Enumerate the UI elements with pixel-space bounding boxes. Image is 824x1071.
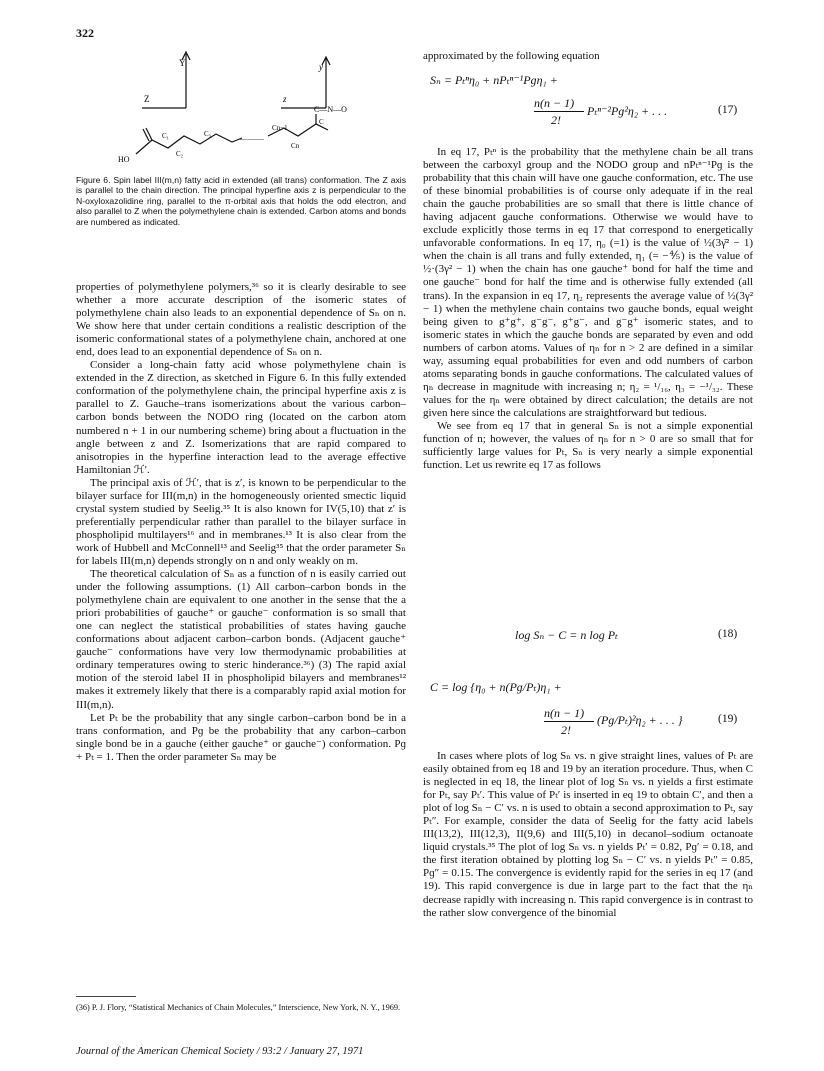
right-paragraph: In eq 17, Pₜⁿ is the probability that the methylene chain be all trans between the carboxyl group and the NODO group and nPₜⁿ⁻¹Pɡ is the probability that this chain will have one gauche conformation, etc. The use of these binomial probabilities is of course only adequate if in the real chain the gauche probabilities are so small that there is little chance of having adjacent gauche conformations. Otherwise we would have to exclude explicitly those terms in eq 17 that correspond to energetically unfavorable conformations. In eq 17, η₀ (=1) is the value of ½(3γ̄² − 1) when the chain is all trans and fully extended, η₁ (= −⅘) is the value of ½·(3γ² − 1) when the chain has one gauche⁺ bond for half the time and one gauche⁻ bond for half the time and is otherwise fully extended (all trans). In the expansion in eq 17, η₂ represents the average value of ½(3γ² − 1) when the methylene chain contains two gauche bonds, equal weight being given to g⁺g⁺, g⁻g⁻, g⁺g⁻, and g⁻g⁺ isomeric states, and to isomeric states in which the gauche bonds are separated by even and odd numbers of carbon atoms. Values of ηₙ for n > 2 are defined in a similar way, assuming equal probabilities for even and odd numbers of carbon atoms separating bonds in gauche conformations. The calculated values of ηₙ decrease in magnitude with increasing n; η₂ = ¹/₁₆, η₃ = −¹/₃₂. These values for the ηₙ were obtained by direct calculation; the details are not given here since the calculations are straightforward but tedious. [423, 146, 753, 419]
fig-nodo-label: C—N—O [314, 105, 347, 114]
footnote-rule [76, 996, 136, 997]
left-paragraph: properties of polymethylene polymers,³⁶ so it is clearly desirable to see whether a more accurate description of the isomeric states of polymethylene chain also leads to an exponential dependence of Sₙ on n. We show here that under certain conditions a realistic description of the isomeric conformational states of a polymethylene chain, anchored at one end, does lead to an exponential dependence of Sₙ on n. [76, 281, 406, 359]
fig-c2-label: C₂ [176, 150, 184, 158]
right-paragraph: In cases where plots of log Sₙ vs. n give straight lines, values of Pₜ are easily obtained from eq 18 and 19 by an iteration procedure. Thus, when C is neglected in eq 18, the linear plot of log Sₙ vs. n yields a first estimate for Pₜ, say Pₜ′. This value of Pₜ′ is inserted in eq 19 to obtain C′, and then a plot of log Sₙ − C′ vs. n is used to obtain a second approximation to Pₜ, say Pₜ″. For example, consider the data of Seelig for the fatty acid labels III(13,2), III(12,3), II(9,6) and III(5,10) in decanol–sodium octanoate liquid crystals.³⁵ The plot of log Sₙ vs. n yields Pₜ′ = 0.82, Pɡ′ = 0.18, and the first iteration obtained by plotting log Sₙ − C′ vs. n yields Pₜ″ = 0.85, Pɡ″ = 0.15. The convergence is evidently rapid for the series in eq 17 (and 19). This rapid convergence is due in large part to the fact that the ηₙ decrease rapidly with increasing n. This rapid convergence is in contrast to the rather slow convergence of the binomial [423, 750, 753, 919]
eq17-line1: Sₙ = Pₜⁿη₀ + nPₜⁿ⁻¹Pɡη₁ + [430, 73, 558, 87]
eq19-number: (19) [718, 713, 738, 725]
fig-cn1-label: Cn−1 [272, 124, 288, 132]
eq18: log Sₙ − C = n log Pₜ [515, 628, 619, 642]
right-intro: approximated by the following equation [423, 50, 600, 62]
fig-dots: ............ [240, 133, 264, 142]
eq17-denominator: 2! [551, 113, 561, 127]
eq17-fraction-bar [534, 111, 584, 112]
figure-caption-text: Figure 6. Spin label III(m,n) fatty acid in extended (all trans) conformation. The Z axis is parallel to the chain direction. The principal hyperfine axis z is perpendicular to the N-oxyloxazolidine ring, parallel to the π-orbital axis that holds the odd electron, and also parallel to Z when the polymethylene chain is extended. Carbon atoms and bonds are numbered as indicated. [76, 175, 406, 227]
figure-6-diagram [76, 44, 406, 174]
fig-cn-label: Cn [291, 142, 300, 150]
page-number: 322 [76, 26, 94, 40]
eq19-line1: C = log {η₀ + n(Pɡ/Pₜ)η₁ + [430, 680, 562, 694]
figure-caption [76, 175, 406, 227]
fig-c1-label: C₁ [162, 132, 170, 140]
eq17-number: (17) [718, 104, 738, 116]
footnote: (36) P. J. Flory, “Statistical Mechanics of Chain Molecules,” Interscience, New York, N. Y., 1969. [76, 1003, 401, 1012]
fig-c3-label: C₃ [204, 130, 212, 138]
left-paragraph: Let Pₜ be the probability that any single carbon–carbon bond be in a trans conformation, and Pɡ be the probability that any carbon–carbon single bond be in a gauche (either gauche⁺ or gauche⁻) conformation. Pɡ + Pₜ = 1. Then the order parameter Sₙ may be [76, 711, 406, 763]
fig-y-left-label: Y [179, 58, 186, 68]
left-paragraph: The theoretical calculation of Sₙ as a function of n is easily carried out under the following assumptions. (1) All carbon–carbon bonds in the polymethylene chain are equivalent to one another in the sense that the a priori probabilities of gauche⁺ or gauche⁻ conformation is so small that one can neglect the statistical probabilities of states having gauche conformations about adjacent carbon–carbon bonds. (Adjacent gauche⁺ gauche⁻ conformations have very low thermodynamic probabilities at ordinary temperatures owing to steric hinderance.³⁶) (3) The rapid axial motion of the steroid label II in phospholipid bilayers and membranes¹² makes it extremely likely that there is a comparably rapid axial motion for III(m,n). [76, 568, 406, 711]
fig-z-right-label: z [283, 94, 287, 104]
journal-footer: Journal of the American Chemical Society / 93:2 / January 27, 1971 [76, 1046, 364, 1057]
fig-y-right-label: y [319, 62, 323, 72]
eq19-numerator: n(n − 1) [544, 706, 585, 720]
fig-z-left-label: Z [144, 94, 150, 104]
eq19-fraction-bar [544, 721, 594, 722]
right-paragraph: We see from eq 17 that in general Sₙ is not a simple exponential function of n; however, the values of ηₙ for n > 0 are so small that for sufficiently large values for Pₜ, Sₙ is very nearly a simple exponential function. Let us rewrite eq 17 as follows [423, 419, 753, 472]
eq17-numerator: n(n − 1) [534, 96, 575, 110]
eq17-line2: Pₜⁿ⁻²Pɡ²η₂ + . . . [587, 104, 668, 118]
left-paragraph: The principal axis of ℋ′, that is z′, is known to be perpendicular to the bilayer surface for III(m,n) in the homogeneously oriented smectic liquid crystal system studied by Seelig.³⁵ It is also known for IV(5,10) that z′ is preferentially perpendicular rather than parallel to the bilayer surface in phospholipid multilayers¹⁶ and in membranes.¹³ It is also clear from the work of Hubbell and McConnell¹³ and Seelig³⁵ that the order parameter Sₙ for labels III(m,n) depends strongly on n and only weakly on m. [76, 476, 406, 567]
eq19-line2: (Pɡ/Pₜ)²η₂ + . . . } [597, 713, 683, 727]
left-column-text [76, 281, 406, 764]
fig-ho-label: HO [118, 155, 130, 164]
right-column-text-a [423, 146, 753, 472]
right-column-text-b [423, 750, 753, 920]
eq19-denominator: 2! [561, 723, 571, 737]
eq18-number: (18) [718, 628, 738, 640]
left-paragraph: Consider a long-chain fatty acid whose polymethylene chain is extended in the Z direction, as sketched in Figure 6. In this fully extended conformation of the polymethylene chain, the principal hyperfine axis z is parallel to Z. Gauche–trans isomerizations about the various carbon–carbon bonds between the NODO ring (located on the carbon atom numbered n + 1 in our numbering scheme) bring about a fluctuation in the angle between z and Z. Isomerizations that are rapid compared to anisotropies in the hyperfine interaction lead to the average effective Hamiltonian ℋ′. [76, 359, 406, 476]
fig-c-label: C [319, 118, 324, 126]
